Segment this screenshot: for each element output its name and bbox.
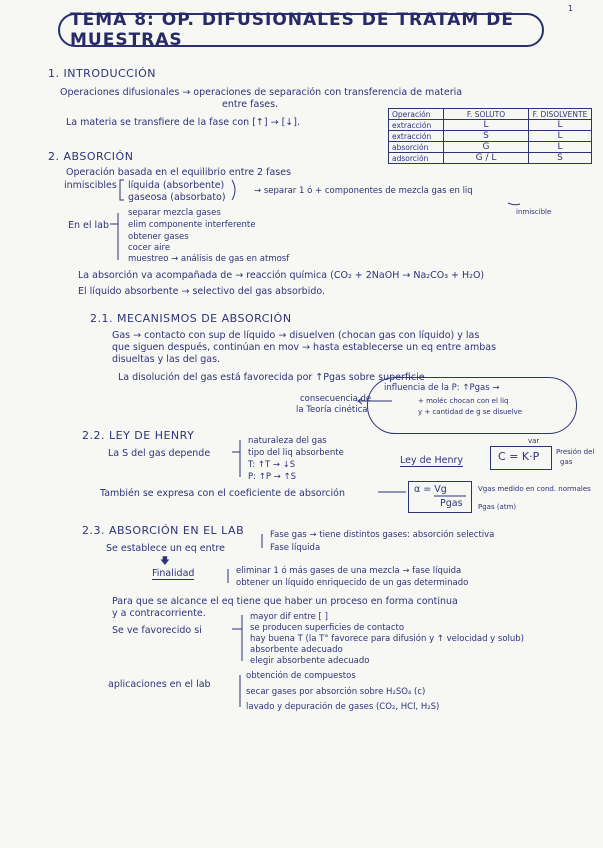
lab-item: separar mezcla gases — [128, 208, 221, 218]
lab-item: cocer aire — [128, 243, 171, 253]
table-cell: G — [444, 142, 529, 153]
table-cell: L — [529, 142, 592, 153]
alpha-numerator: α = Vg — [414, 484, 447, 495]
inmiscibles-brace — [120, 180, 124, 200]
finality-item: eliminar 1 ó más gases de una mezcla → fase líquida — [236, 566, 462, 576]
section-1-heading: 1. INTRODUCCIÓN — [48, 67, 156, 80]
s2-line-6: El líquido absorbente → selectivo del gas absorbido. — [78, 286, 326, 297]
inmiscible-curve — [508, 203, 520, 205]
finality-label: Finalidad — [152, 568, 195, 579]
s2-line-1: Operación basada en el equilibrio entre 2 fases — [66, 167, 292, 178]
consequence-line-1: consecuencia de — [300, 394, 372, 404]
k-note: var — [528, 437, 540, 445]
table-header: Operación — [389, 109, 444, 120]
favored-item: hay buena T (la T° favorece para difusión y ↑ velocidad y solub) — [250, 634, 525, 644]
section-2-1-heading: 2.1. MECANISMOS DE ABSORCIÓN — [90, 312, 292, 325]
s2-line-2b: líquida (absorbente) — [128, 180, 225, 191]
s2-line-5: La absorción va acompañada de → reacción química (CO₂ + 2NaOH → Na₂CO₃ + H₂O) — [78, 270, 485, 281]
cloud-line-2: + moléc chocan con el liq — [418, 397, 509, 405]
table-cell: adsorción — [389, 153, 444, 164]
s22-line-2: También se expresa con el coeficiente de absorción — [100, 488, 346, 499]
s21-line-2: que siguen después, continúan en mov → hasta establecerse un eq entre ambas — [112, 342, 497, 353]
consequence-line-2: la Teoría cinética — [296, 405, 368, 415]
phase-item: Fase gas → tiene distintos gases: absorción selectiva — [270, 530, 495, 540]
s21-line-1: Gas → contacto con sup de líquido → disuelven (chocan gas con líquido) y las — [112, 330, 480, 341]
favored-item: absorbente adecuado — [250, 645, 343, 655]
s23-line-2: Para que se alcance el eq tiene que haber un proceso en forma continua — [112, 596, 458, 607]
s2-line-2a: inmiscibles — [64, 180, 117, 191]
s1-line-3: La materia se transfiere de la fase con [↑] → [↓]. — [66, 117, 300, 128]
page-title: TEMA 8: OP. DIFUSIONALES DE TRATAM DE MUESTRAS — [58, 13, 544, 47]
application-item: secar gases por absorción sobre H₂SO₄ (c) — [246, 687, 426, 697]
cloud-line-1: influencia de la P: ↑Pgas → — [384, 383, 500, 393]
section-2-3-heading: 2.3. ABSORCIÓN EN EL LAB — [82, 524, 245, 537]
dependency-item: P: ↑P → ↑S — [248, 472, 296, 482]
dependency-item: T: ↑T → ↓S — [248, 460, 296, 470]
phases-right-brace — [232, 180, 235, 200]
down-arrow-icon: 🡇 — [160, 556, 170, 567]
alpha-note-1: Vgas medido en cond. normales — [478, 485, 591, 493]
dependency-item: tipo del liq absorbente — [248, 448, 344, 458]
table-header: F. SOLUTO — [444, 109, 529, 120]
application-item: obtención de compuestos — [246, 671, 356, 681]
henry-formula: C = K·P — [498, 450, 540, 463]
section-2-heading: 2. ABSORCIÓN — [48, 150, 134, 163]
table-cell: S — [444, 131, 529, 142]
finality-item: obtener un líquido enriquecido de un gas determinado — [236, 578, 469, 588]
lab-item: elim componente interferente — [128, 220, 256, 230]
s2-line-3: gaseosa (absorbato) — [128, 192, 226, 203]
lab-label: En el lab — [68, 220, 110, 231]
application-item: lavado y depuración de gases (CO₂, HCl, H₂S) — [246, 702, 440, 712]
table-cell: L — [444, 120, 529, 131]
alpha-note-2: Pgas (atm) — [478, 503, 517, 511]
favored-item: elegir absorbente adecuado — [250, 656, 370, 666]
s2-line-4: → separar 1 ó + componentes de mezcla gas en liq — [254, 186, 473, 196]
pressure-note-1: Presión del — [556, 448, 595, 456]
s21-line-3: disueltas y las del gas. — [112, 354, 221, 365]
favored-label: Se ve favorecido si — [112, 625, 202, 636]
table-cell: G / L — [444, 153, 529, 164]
table-cell: extracción — [389, 120, 444, 131]
s23-line-3: y a contracorriente. — [112, 608, 206, 619]
lab-item: obtener gases — [128, 232, 189, 242]
table-cell: absorción — [389, 142, 444, 153]
table-cell: extracción — [389, 131, 444, 142]
s23-line-1: Se establece un eq entre — [106, 543, 225, 554]
favored-item: mayor dif entre [ ] — [250, 612, 328, 622]
page-number: 1 — [568, 4, 574, 13]
s21-line-4: La disolución del gas está favorecida por ↑Pgas sobre superficie — [118, 372, 425, 383]
pressure-note-2: gas — [560, 458, 573, 466]
table-cell: S — [529, 153, 592, 164]
s22-line-1: La S del gas depende — [108, 448, 211, 459]
table-cell: L — [529, 131, 592, 142]
dependency-item: naturaleza del gas — [248, 436, 327, 446]
phase-item: Fase líquida — [270, 543, 321, 553]
cloud-line-3: y + cantidad de g se disuelve — [418, 408, 523, 416]
s2-line-4b: inmiscible — [516, 208, 552, 216]
s1-line-2: entre fases. — [222, 99, 279, 110]
table-cell: L — [529, 120, 592, 131]
alpha-denominator: Pgas — [440, 498, 463, 509]
applications-label: aplicaciones en el lab — [108, 679, 211, 690]
henry-law-label: Ley de Henry — [400, 455, 464, 466]
lab-item: muestreo → análisis de gas en atmosf — [128, 254, 290, 264]
s1-line-1: Operaciones difusionales → operaciones de separación con transferencia de materia — [60, 87, 463, 98]
table-header: F. DISOLVENTE — [529, 109, 592, 120]
section-2-2-heading: 2.2. LEY DE HENRY — [82, 429, 195, 442]
favored-item: se producen superficies de contacto — [250, 623, 405, 633]
